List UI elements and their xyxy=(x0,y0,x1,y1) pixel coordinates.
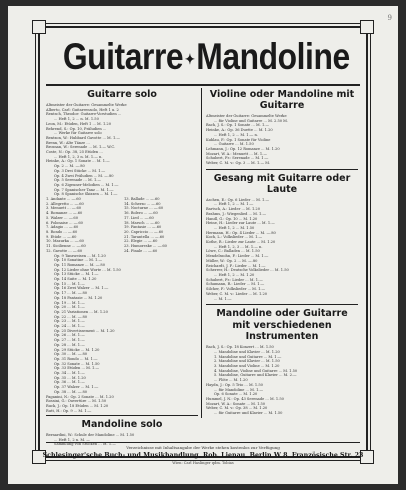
list-item: 4. Romanze ... —.60 xyxy=(46,211,83,216)
catalog-entry: ... Heft 1, 2 ... M. 1.20 xyxy=(214,272,255,277)
catalog-entry: Reichardt, J. F.: Lieder ... M. 1.— xyxy=(206,263,266,268)
catalog-entry: Altmeister der Guitarre: Gesammelte Werke xyxy=(206,114,287,118)
catalog-entry: Schumann, R.: Lieder ... M. 1.— xyxy=(206,282,265,287)
catalog-entry: Koch, L.: Volkslieder ... M. 1.— xyxy=(206,235,263,240)
catalog-entry: Brenn, W.: Alte Tänze ... xyxy=(46,140,90,145)
catalog-entry: Op. 38 ... M. —.80 xyxy=(54,389,88,394)
list-item: 11. Sicilienne ... —.60 xyxy=(46,244,86,249)
catalog-entry: ... Guitarre ... M. 1.50 xyxy=(214,142,254,147)
advertisement-frame xyxy=(38,26,368,465)
page-title xyxy=(62,34,350,82)
catalog-entry: ... Flöte ... M. 1.20 xyxy=(214,378,248,383)
page-number: 9 xyxy=(387,14,392,22)
list-item: 15. Nocturne ... —.60 xyxy=(124,206,164,211)
catalog-entry: Op. 16 Zwei Walzer ... M. 1.— xyxy=(54,286,109,291)
catalog-entry: Op. 26 ... M. 1.— xyxy=(54,333,85,338)
catalog-entry: Op. 18 Fantasie ... M. 1.20 xyxy=(54,295,103,300)
catalog-entry: Op. 31 Rondo ... M. 1.— xyxy=(54,356,98,361)
left-column xyxy=(46,88,198,418)
list-item: 19. Fantasie ... —.60 xyxy=(124,225,162,230)
catalog-entry: Op. 17 ... M. —.80 xyxy=(54,291,88,296)
catalog-entry: Mendelssohn, F.: Lieder ... M. 1.— xyxy=(206,254,269,259)
catalog-entry: Op. 14 Suite ... M. 1.20 xyxy=(54,277,97,282)
catalog-entry: ... Heft 1, 2 ... n. M. 1.50 xyxy=(54,117,99,122)
catalog-entry: Rossini, G.: Ouvertüre ... M. 1.50 xyxy=(46,399,107,404)
section-heading-violine-mandoline: Violine oder Mandoline mit Guitarre xyxy=(209,89,355,111)
catalog-entry: Op. 33 Etüden ... M. 1.— xyxy=(54,366,100,371)
entries-gesang xyxy=(206,198,358,301)
catalog-entry: 2. Mandoline und Klavier ... M. 1.50 xyxy=(214,359,280,364)
catalog-entry: Löwe, C.: Balladen ... M. 1.50 xyxy=(206,249,260,254)
catalog-entry: Op. 37 Walzer ... M. 1.— xyxy=(54,385,99,390)
catalog-entry: Kuhlau, F.: Op. 1 Sonate für Violine xyxy=(206,137,271,142)
catalog-entry: Op. 10 Sonatine ... M. 1.— xyxy=(54,258,103,263)
catalog-entry: Ruck, J.: Op. 18 Etüden ... M. 1.20 xyxy=(46,404,109,408)
entries-guitarre-solo-continued xyxy=(46,254,198,414)
catalog-entry: Op. 6 Zigeuner-Melodien ... M. 1.— xyxy=(54,182,119,187)
catalog-entry: Op. 12 Lieder ohne Worte ... M. 1.50 xyxy=(54,267,121,272)
catalog-entry: ... Heft 1, 2, 3 n. M. 1.— n. xyxy=(54,154,103,159)
catalog-entry: Bernardini, W.: Schule der Mandoline ... M. 1.50 xyxy=(46,433,135,437)
list-item: 16. Bolero ... —.60 xyxy=(124,211,158,216)
catalog-entry: Op. 25 Divertissement ... M. 1.20 xyxy=(54,328,115,333)
catalog-entry: Weber, C. M. v.: Lieder ... M. 1.20 xyxy=(206,291,268,296)
catalog-entry: Bartsch, A.: Lieder ... M. 1.20 xyxy=(206,207,260,212)
catalog-entry: 3. Mandoline und Violine ... M. 1.20 xyxy=(214,364,280,369)
catalog-entry: Aschen, E.: Op. 6 Lieder ... M. 1.— xyxy=(206,197,270,202)
catalog-entry: ... Werke für Guitarre solo xyxy=(54,131,102,136)
catalog-entry: ... für Violine und Guitarre ... M. 2.50 M. xyxy=(214,118,288,123)
catalog-entry: Haydn, J.: Op. 5 Trio ... M. 1.50 xyxy=(206,382,263,387)
catalog-entry: Op. 7 Spanischer Tanz ... M. 1.— xyxy=(54,187,114,192)
list-item: 22. Elegie ... —.60 xyxy=(124,239,158,244)
section-heading-mandoline-solo: Mandoline solo xyxy=(81,419,163,430)
section-heading-guitarre-solo: Guitarre solo xyxy=(87,89,157,100)
imprint-line: Wien: Carl Haslinger qdm. Tobias xyxy=(172,461,234,465)
list-item: 23. Humoreske ... —.60 xyxy=(124,244,167,249)
list-item: 1. Andante ... —.60 xyxy=(46,197,81,202)
catalog-entry: Brahms, J.: Wiegenlied ... M. 1.— xyxy=(206,211,267,216)
catalog-entry: Op. 3 Drei Stücke ... M. 1.— xyxy=(54,168,106,173)
title-rule xyxy=(46,84,360,86)
list-item: 12. Gavotte ... —.60 xyxy=(46,248,83,253)
catalog-entry: Bach, J. S.: Op. 1 Sonate ... M. 1.— xyxy=(206,123,269,128)
catalog-entry: ... für Mandoline ... M. 1.— xyxy=(214,387,264,392)
catalog-entry: Altmeister der Guitarre: Gesammelte Werke xyxy=(46,103,127,107)
entries-mandoline-instrumenten xyxy=(206,345,358,416)
numbered-piece-list xyxy=(46,197,198,253)
catalog-entry: Brosnan, W.: Serenade ... M. 1.— W.C. xyxy=(46,145,116,150)
catalog-footnote: Verzeichnisse mit Inhaltsangabe der Werke stehen kostenlos zur Verfügung xyxy=(46,442,360,450)
catalog-entry: Scherrer, H.: Deutsche Volkslieder ... M. 1.50 xyxy=(206,268,289,273)
frame-corner-ornament xyxy=(32,20,46,34)
right-column xyxy=(206,88,358,418)
catalog-entry: Op. 2 ... M. —.80 xyxy=(54,164,85,169)
catalog-entry: Op. 34 ... M. 1.— xyxy=(54,371,85,376)
catalog-entry: Leon, M.: Etüden, Heft 1 ... M. 1.20 xyxy=(46,121,112,126)
catalog-entry: Schubert, Fr.: Lieder ... M. 1.— xyxy=(206,277,263,282)
catalog-entry: Op. 28 ... M. 1.— xyxy=(54,342,85,347)
column-divider xyxy=(201,88,202,418)
catalog-entry: Op. 35 ... M. 1.20 xyxy=(54,375,86,380)
list-item: 2. Allegretto ... —.60 xyxy=(46,201,84,206)
catalog-entry: Op. 8 Spanische Skizzen ... M. 1.— xyxy=(54,192,118,197)
catalog-entry: Lehmann, J.: Op. 12 Romanze ... M. 1.20 xyxy=(206,146,280,151)
catalog-entry: 4. Mandoline, Violine und Guitarre ... M. 1.50 xyxy=(214,368,298,373)
catalog-entry: Op. 36 ... M. 1.— xyxy=(54,380,85,385)
catalog-entry: Heinke, A.: Op. 1 Sonate ... M. 1.— xyxy=(46,159,110,164)
catalog-entry: Heinke, A.: Op. 36 Duette ... M. 1.20 xyxy=(206,128,273,133)
catalog-entry: Op. 24 ... M. 1.— xyxy=(54,324,85,329)
catalog-entry: Paganini, N.: Op. 2 Sonate ... M. 1.20 xyxy=(46,394,114,399)
list-item: 17. Lied ... —.60 xyxy=(124,215,154,220)
section-heading-gesang: Gesang mit Guitarre oder Laute xyxy=(213,172,351,195)
catalog-entry: Op. 5 Serenade ... M. 1.— xyxy=(54,178,101,183)
list-item: 5. Walzer ... —.60 xyxy=(46,215,79,220)
catalog-entry: Hermann, H.: Op. 4 Lieder ... M. —.80 xyxy=(206,230,276,235)
catalog-entry: Op. 27 ... M. 1.— xyxy=(54,338,85,343)
list-item: 10. Mazurka ... —.60 xyxy=(46,239,84,244)
list-item: 9. Etüde ... —.60 xyxy=(46,234,77,239)
entries-violine-mandoline xyxy=(206,114,358,166)
catalog-entry: Bach, J. S.: Op. 18 Konzert ... M. 1.50 xyxy=(206,345,274,350)
catalog-entry: Rutt, H.: Op. 9 ... M. 1.— xyxy=(46,408,92,413)
catalog-entry: ... Heft 1, 2, 3 ... M. 1.— n. xyxy=(214,244,263,249)
frame-corner-ornament xyxy=(360,20,374,34)
numbered-list-left xyxy=(46,197,120,253)
catalog-entry: Hummel, J. N.: Op. 43 Serenade ... M. 1.50 xyxy=(206,396,284,401)
entries-guitarre-solo xyxy=(46,103,198,197)
catalog-entry: Mozart, W. A.: Menuett ... M. 1.— xyxy=(206,151,267,156)
catalog-entry: Op. 9 Tanzweisen ... M. 1.20 xyxy=(54,253,106,258)
catalog-entry: Silcher, F.: Volkslieder ... M. 1.— xyxy=(206,287,266,292)
catalog-entry: Op. 32 Sonate ... M. 1.50 xyxy=(54,361,100,366)
catalog-entry: Op. 23 ... M. 1.— xyxy=(54,319,85,324)
section-heading-mandoline-guitarre: Mandoline oder Guitarre xyxy=(216,308,348,320)
title-part-mandoline: Mandoline xyxy=(196,36,350,77)
catalog-entry: Heine, H.: Lieder zur Laute ... M. 1.— xyxy=(206,221,275,226)
catalog-entry: 1. Mandoline und Guitarre ... M. 1.— xyxy=(214,354,282,359)
catalog-entry: Op. 13 Stücke ... M. 1.— xyxy=(54,272,99,277)
catalog-page xyxy=(8,6,398,484)
catalog-entry: Op. 30 ... M. —.80 xyxy=(54,352,88,357)
catalog-entry: ... Heft 1, 2 ... M. 1.50 xyxy=(214,225,255,230)
catalog-entry: Weber, C. M. v.: Op. 38 ... M. 1.20 xyxy=(206,406,268,411)
catalog-entry: 5. Mandoline, Guitarre und Klavier ... M. 2.— xyxy=(214,373,297,378)
catalog-entry: Op. 20 ... M. 1.— xyxy=(54,305,85,310)
list-item: 8. Rondo ... —.60 xyxy=(46,229,78,234)
catalog-entry: Schubert, Fr.: Serenade ... M. 1.— xyxy=(206,156,269,161)
catalog-entry: ... Mandoline und Klavier ... M. 1.20 xyxy=(214,349,280,354)
section-rule xyxy=(46,415,198,416)
catalog-entry: Weber, C. M. v.: Op. 3 ... M. 1.— M. xyxy=(206,161,271,166)
catalog-entry: Op. 6 Sonate ... M. 1.20 xyxy=(214,392,258,397)
list-item: 6. Polonaise ... —.60 xyxy=(46,220,83,225)
catalog-entry: Mozart, W. A.: Sonate ... M. 1.50 xyxy=(206,401,266,406)
catalog-entry: Kothe, R.: Lieder zur Laute ... M. 1.20 xyxy=(206,240,276,245)
catalog-entry: ... für Guitarre und Klavier ... M. 1.50 xyxy=(214,411,283,416)
catalog-entry: Op. 19 ... M. 1.— xyxy=(54,300,85,305)
catalog-entry: Sammlung von Stücken ... M. 1.— xyxy=(54,442,116,447)
catalog-entry: Op. 15 ... M. 1.— xyxy=(54,281,85,286)
catalog-entry: ... Heft 1, 2 n. M. — xyxy=(54,437,90,442)
catalog-entry: Op. 11 Romanze ... M. —.80 xyxy=(54,262,105,267)
list-item: 24. Finale ... —.60 xyxy=(124,248,158,253)
list-item: 13. Ballade ... —.60 xyxy=(124,197,160,202)
list-item: 3. Menuett ... —.60 xyxy=(46,206,82,211)
section-subheading-instrumenten: mit verschiedenen Instrumenten xyxy=(232,320,332,343)
catalog-entry: Op. 29 Stücke ... M. 1.20 xyxy=(54,347,100,352)
catalog-entry: Handl, G.: Op. 10 ... M. 1.20 xyxy=(206,216,258,221)
list-item: 20. Capriccio ... —.60 xyxy=(124,229,164,234)
catalog-entry: ... Heft 1, 2 ... M. 1.— xyxy=(214,202,254,207)
numbered-list-right xyxy=(124,197,198,253)
catalog-entry: Coste, N.: Op. 38, 25 Etüden ... xyxy=(46,150,103,155)
catalog-entry: Op. 21 Variationen ... M. 1.20 xyxy=(54,309,108,314)
catalog-entry: Behrend, S.: Op. 10, Präludien ... xyxy=(46,126,107,131)
title-part-guitarre: Guitarre xyxy=(62,36,184,77)
catalog-entry: ... Heft 1, 2 ... M. 1.— n. xyxy=(214,132,258,137)
catalog-entry: Alberto, Carl: Guitarrensolo, Heft 1 u. 2 xyxy=(46,107,119,112)
catalog-entry: Op. 4 Zwei Präludien ... M. —.80 xyxy=(54,173,114,178)
catalog-entry: Op. 22 ... M. —.80 xyxy=(54,314,88,319)
title-star-icon: ✦ xyxy=(184,51,195,68)
section-rule xyxy=(206,304,358,305)
catalog-entry: Müller, W.: Op. 2 ... M. —.80 xyxy=(206,258,258,263)
catalog-entry: ... M. 1.— xyxy=(214,296,232,301)
section-rule xyxy=(206,169,358,170)
list-item: 21. Tarantella ... —.60 xyxy=(124,234,165,239)
publisher-line: Schlesinger'sche Buch- und Musikhandlung, Rob. Lienau, Berlin W 8, Französische Str. 23 xyxy=(42,452,364,459)
list-item: 7. Adagio ... —.60 xyxy=(46,225,79,230)
list-item: 18. Marsch ... —.60 xyxy=(124,220,160,225)
catalog-entry: Rentsch, Theodor: Guitarre-Vorstudien ... xyxy=(46,112,122,117)
catalog-entry: Bentzon, W.: Hubbard Gavotte ... M. 1.— xyxy=(46,135,121,140)
list-item: 14. Scherzo ... —.60 xyxy=(124,201,161,206)
